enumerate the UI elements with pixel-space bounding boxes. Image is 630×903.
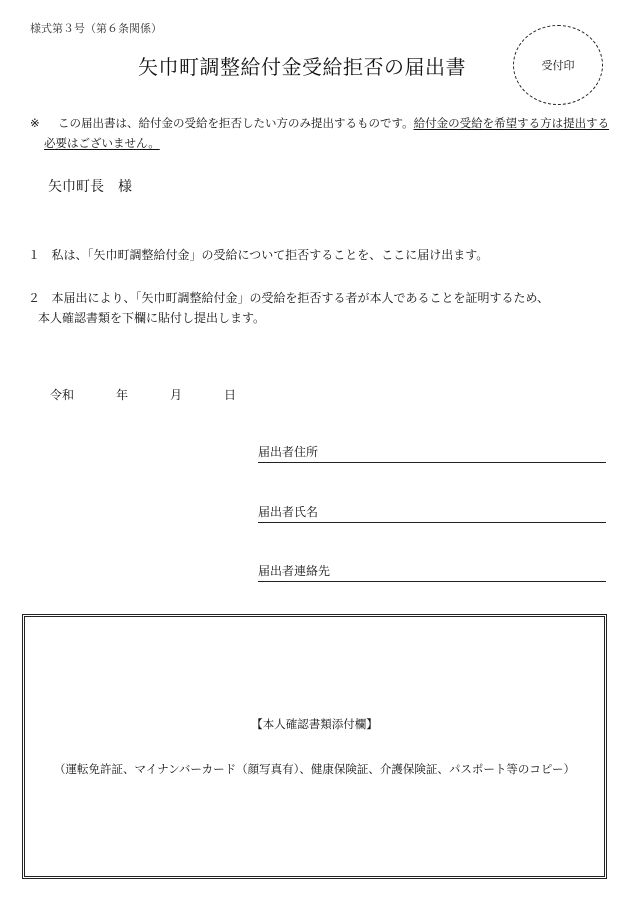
- statement-item-1: [28, 245, 488, 265]
- name-label: 届出者氏名: [258, 505, 319, 519]
- address-field[interactable]: [258, 444, 606, 463]
- item-text-continuation: 本人確認書類を下欄に貼付し提出します。: [38, 311, 266, 325]
- contact-label: 届出者連絡先: [258, 564, 331, 578]
- address-label: 届出者住所: [258, 445, 319, 459]
- date-day: 日: [224, 388, 237, 402]
- stamp-label: 受付印: [541, 59, 575, 72]
- statement-item-2: [28, 288, 613, 328]
- notice-underlined-text: 給付金の受給を希望する方は提出する必要はございません。: [44, 116, 610, 150]
- reference-mark: ※: [30, 116, 40, 130]
- date-era: 令和: [50, 388, 75, 402]
- notice-text: この届出書は、給付金の受給を拒否したい方のみ提出するものです。: [58, 116, 414, 130]
- contact-field[interactable]: [258, 563, 606, 582]
- date-year: 年: [116, 388, 129, 402]
- name-field[interactable]: [258, 504, 606, 523]
- item-text: 私は、「矢巾町調整給付金」の受給について拒否することを、ここに届け出ます。: [51, 248, 489, 262]
- item-number: １: [28, 248, 41, 262]
- form-number: 様式第３号（第６条関係）: [30, 22, 162, 35]
- notice: [30, 113, 610, 153]
- attachment-box-description: （運転免許証、マイナンバーカード（顔写真有）、健康保険証、介護保険証、パスポート等のコピー）: [54, 762, 575, 776]
- date-month: 月: [170, 388, 183, 402]
- item-text: 本届出により、「矢巾町調整給付金」の受給を拒否する者が本人であることを証明するため、: [51, 291, 549, 305]
- reception-stamp-area: [513, 25, 603, 105]
- date-line: [50, 386, 236, 403]
- attachment-box-title: 【本人確認書類添付欄】: [251, 717, 378, 731]
- document-title: 矢巾町調整給付金受給拒否の届出書: [138, 55, 466, 79]
- addressee: 矢巾町長 様: [48, 179, 132, 195]
- id-document-attachment-box[interactable]: [22, 614, 607, 879]
- item-number: ２: [28, 291, 41, 305]
